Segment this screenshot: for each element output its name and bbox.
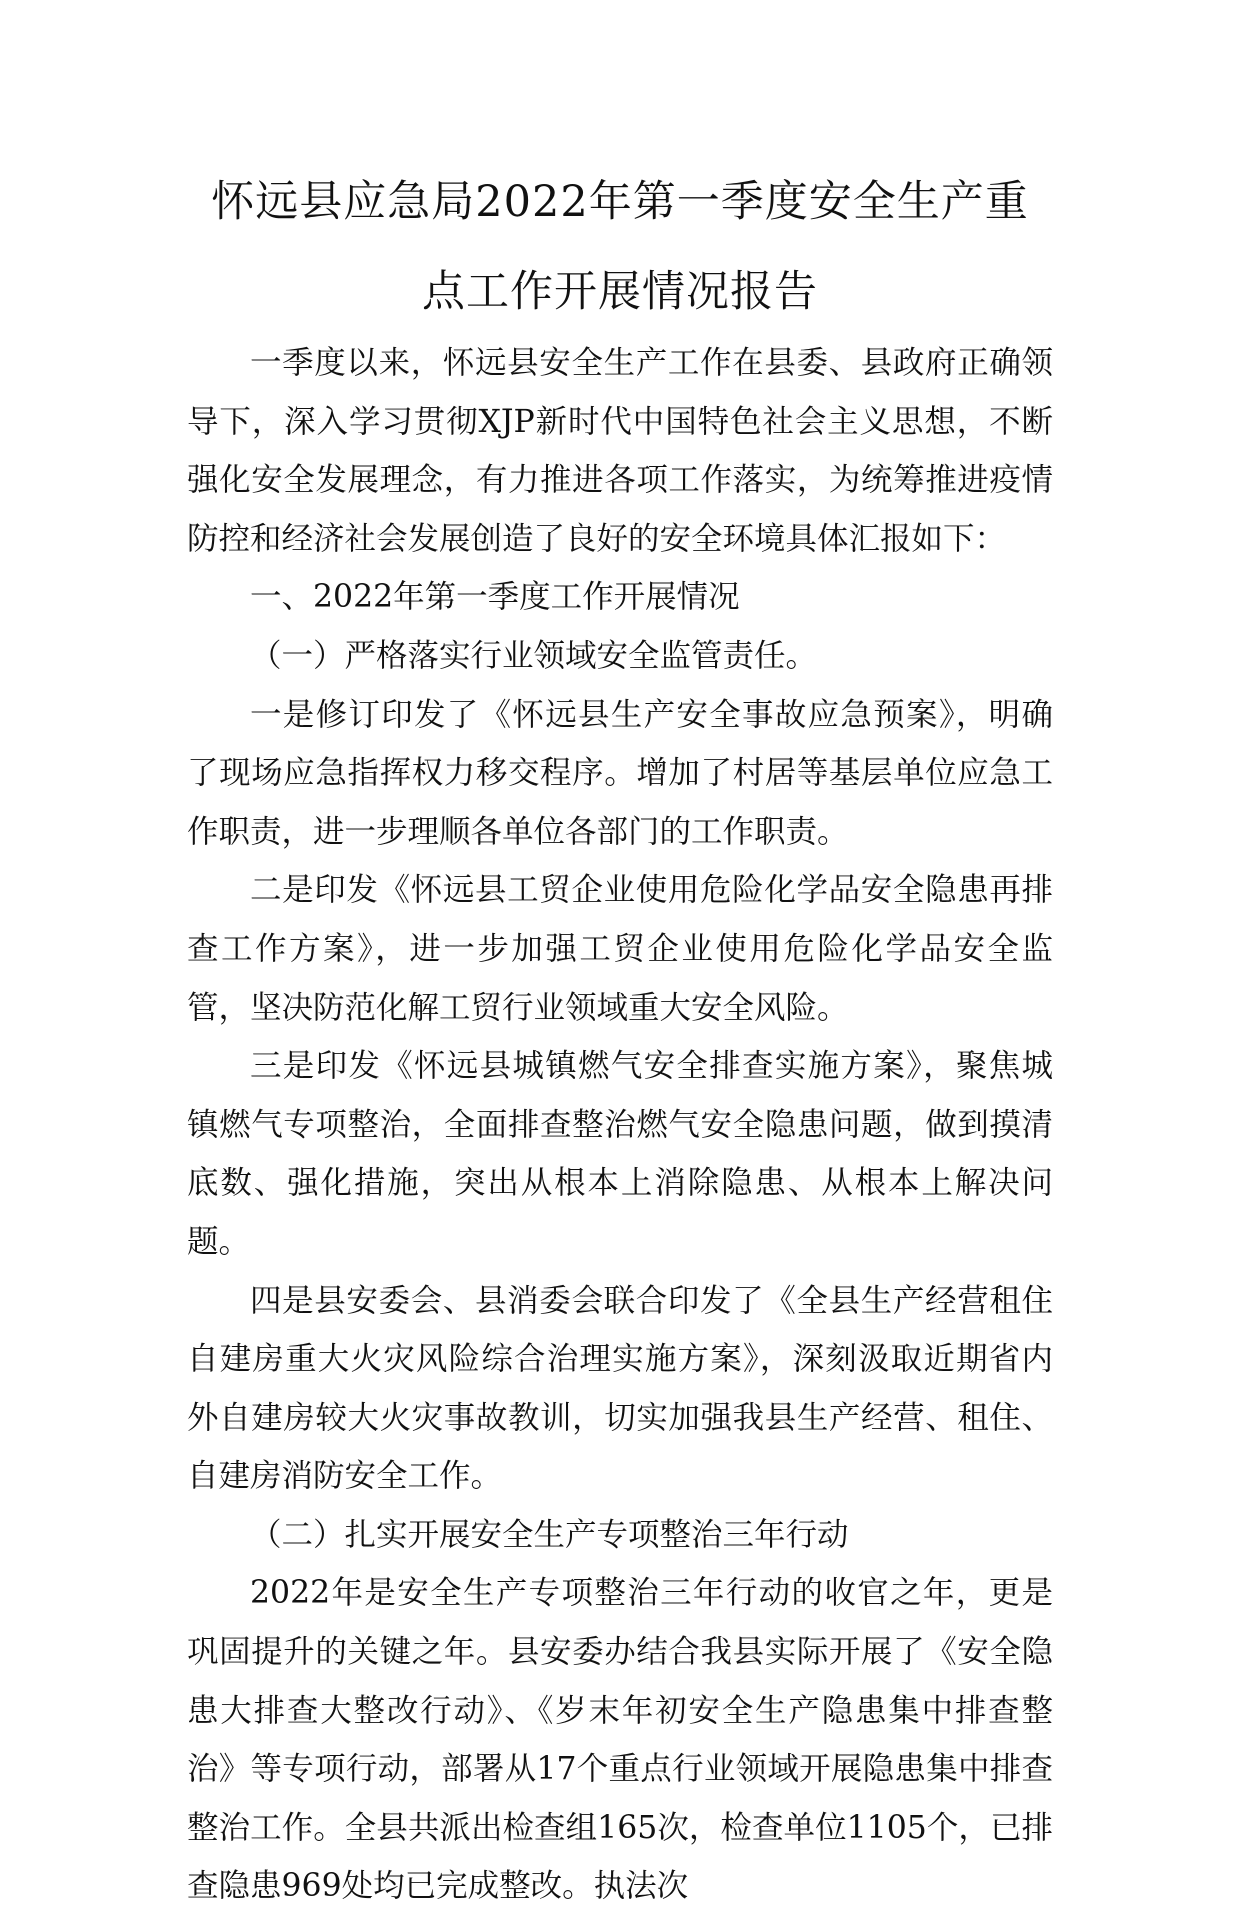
section-heading-1: 一、2022年第一季度工作开展情况 <box>250 579 740 616</box>
paragraph-item-4: 四是县安委会、县消委会联合印发了《全县生产经营租住自建房重大火灾风险综合治理实施方案》，深刻汲取近期省内外自建房较大火灾事故教训，切实加强我县生产经营、租住、自建房消防安全工作。 <box>187 1282 1053 1495</box>
paragraph-intro: 一季度以来，怀远县安全生产工作在县委、县政府正确领导下，深入学习贯彻XJP新时代中国特色社会主义思想，不断强化安全发展理念，有力推进各项工作落实，为统筹推进疫情防控和经济社会发展创造了良好的安全环境具体汇报如下： <box>187 345 1053 557</box>
paragraph-item-1: 一是修订印发了《怀远县生产安全事故应急预案》，明确了现场应急指挥权力移交程序。增加了村居等基层单位应急工作职责，进一步理顺各单位各部门的工作职责。 <box>187 696 1053 850</box>
subsection-heading-2: （二）扎实开展安全生产专项整治三年行动 <box>250 1516 849 1553</box>
subsection-heading-1: （一）严格落实行业领域安全监管责任。 <box>250 637 818 674</box>
paragraph-campaign: 2022年是安全生产专项整治三年行动的收官之年，更是巩固提升的关键之年。县安委办结合我县实际开展了《安全隐患大排查大整改行动》、《岁末年初安全生产隐患集中排查整治》等专项行动，部署从17个重点行业领域开展隐患集中排查整治工作。全县共派出检查组165次，检查单位1105个，已排查隐患969处均已完成整改。执法次 <box>187 1575 1053 1905</box>
paragraph-item-3: 三是印发《怀远县城镇燃气安全排查实施方案》，聚焦城镇燃气专项整治，全面排查整治燃气安全隐患问题，做到摸清底数、强化措施，突出从根本上消除隐患、从根本上解决问题。 <box>187 1048 1053 1260</box>
paragraph-item-2: 二是印发《怀远县工贸企业使用危险化学品安全隐患再排查工作方案》，进一步加强工贸企业使用危险化学品安全监管，坚决防范化解工贸行业领域重大安全风险。 <box>187 872 1053 1026</box>
document-body <box>187 334 1053 1916</box>
document-title-line-1: 怀远县应急局2022年第一季度安全生产重 <box>211 177 1029 227</box>
document-title-line-2: 点工作开展情况报告 <box>422 267 818 317</box>
